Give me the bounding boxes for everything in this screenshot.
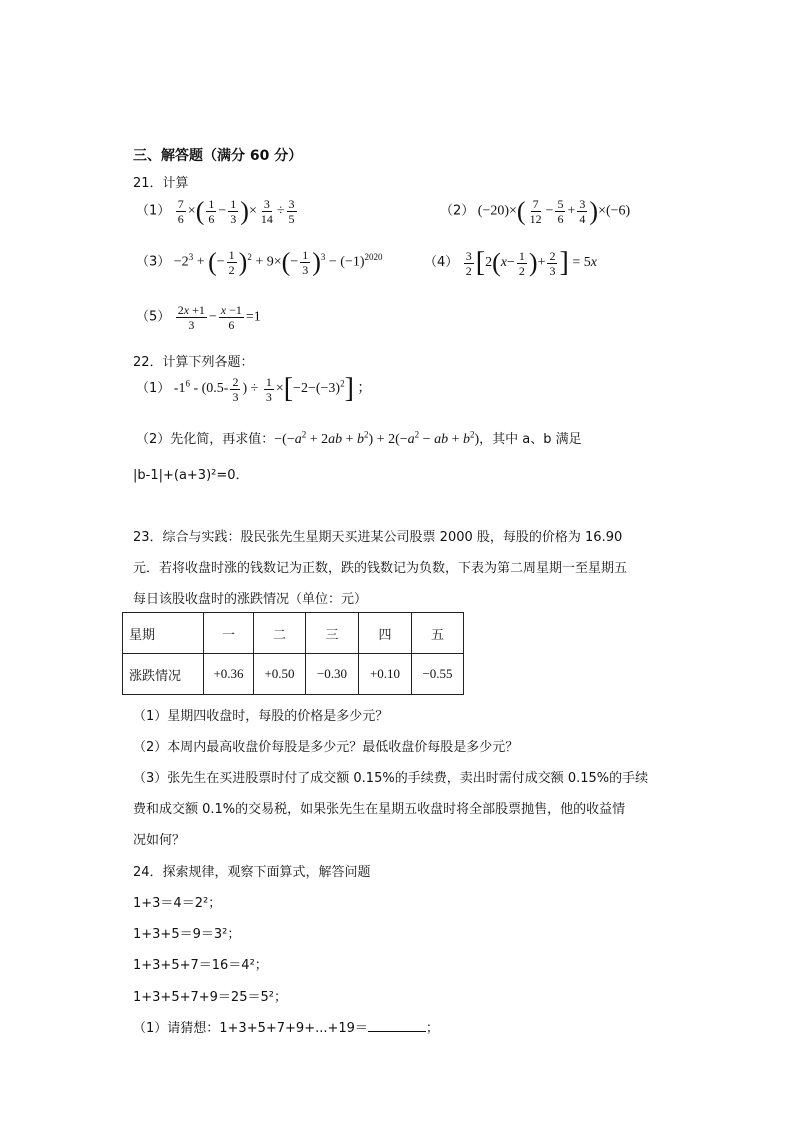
q21-part5: （5） $\frac{2x +1}{3}$ − $\frac{x -1}{6}$ =1 [136,303,261,332]
q24-sub1-end: ； [425,1021,439,1036]
q21-part4: （4） $\frac{3}{2}$ [2(x− $\frac{1}{2}$ )+ $\frac{2}{3}$ ] = 5x [424,247,597,278]
q23-line1: 23．综合与实践：股民张先生星期天买进某公司股票 2000 股，每股的价格为 16.90 [133,530,623,545]
q21-p2-label: （2） [440,203,475,219]
q21-part3: $(3) -2^3$ + (− $\frac{1}{2}$ )$^2$ + 9×(− $\frac{1}{3}$ )$^3 - (-1)^{2020}$ [136,247,383,277]
table-cell: +0.10 [359,654,412,695]
table-cell: −0.55 [412,654,464,695]
q24-title: 24．探索规律，观察下面算式，解答问题 [133,865,371,880]
q21-p1-label: （1） [136,203,171,219]
q23-sub1: （1）星期四收盘时，每股的价格是多少元？ [133,709,389,724]
q23-sub3-b: 费和成交额 0.1%的交易税，如果张先生在星期五收盘时将全部股票抛售，他的收益情 [133,802,626,817]
q22-p2-label: （2）先化简，再求值： [136,432,275,447]
q23-line3: 每日该股收盘时的涨跌情况（单位：元） [133,592,368,607]
q22-part2: （2）先化简，再求值：$-(-a^2 + 2ab + b^2) + 2(-a^2$ − ab + $b^2$)，其中 a、b 满足 [136,429,582,447]
q21-part1: （1） $\frac{7}{6}$ ×( $\frac{1}{6}$ − $\frac{1}{3}$ )× $\frac{3}{14}$ ÷ $\frac{3}{5}$ [136,196,295,226]
table-row [123,613,464,654]
table-cell: +0.50 [254,654,306,695]
table-header-cell: 一 [204,613,254,654]
section-title: 三、解答题（满分 60 分） [133,148,303,164]
table-header-cell: 五 [412,613,464,654]
q22-p1-label: （1） [136,381,171,397]
q21-part2: （2） (−20)×( $\frac{7}{12}$ − $\frac{5}{6}$ + $\frac{3}{4}$ )×(−6) [440,196,631,226]
q22-title: 22．计算下列各题： [133,355,254,370]
q24-example-4: 1+3+5+7+9＝25＝5²； [133,990,287,1005]
q23-sub2: （2）本周内最高收盘价每股是多少元？最低收盘价每股是多少元？ [133,740,519,755]
q21-p4-label: （4） [424,255,459,271]
q24-example-1: 1+3＝4＝2²； [133,896,222,911]
q24-example-3: 1+3+5+7＝16＝4²； [133,958,268,973]
q21-title: 21．计算 [133,176,189,191]
q23-sub3-a: （3）张先生在买进股票时付了成交额 0.15%的手续费，卖出时需付成交额 0.15%的手续 [133,771,649,786]
q23-sub3-c: 况如何？ [133,833,186,848]
q21-p3-label: （3） [136,254,171,270]
table-cell: 涨跌情况 [123,654,204,695]
answer-blank[interactable] [368,1019,426,1032]
q22-p2-tail: ，其中 a、b 满足 [479,432,582,447]
q24-example-2: 1+3+5＝9＝3²； [133,927,241,942]
table-header-cell: 三 [306,613,359,654]
table-header-cell: 二 [254,613,306,654]
q24-sub1-text: （1）请猜想：1+3+5+7+9+...+19＝ [133,1021,368,1036]
q21-p5-label: （5） [136,309,171,325]
table-cell: −0.30 [306,654,359,695]
q24-sub1 [133,1017,439,1036]
table-row [123,654,464,695]
table-header-cell: 四 [359,613,412,654]
price-change-table [122,612,464,695]
q22-condition: |b-1|+(a+3)²=0． [133,468,249,483]
table-cell: +0.36 [204,654,254,695]
q23-line2: 元．若将收盘时涨的钱数记为正数，跌的钱数记为负数，下表为第二周星期一至星期五 [133,561,628,576]
q22-part1: （1） $-1^6 - (0.5-$ $\frac{2}{3}$ ) ÷ $\frac{1}{3}$ $\times[-2-(-3)^2]$ ； [136,373,372,404]
table-header-cell: 星期 [123,613,204,654]
